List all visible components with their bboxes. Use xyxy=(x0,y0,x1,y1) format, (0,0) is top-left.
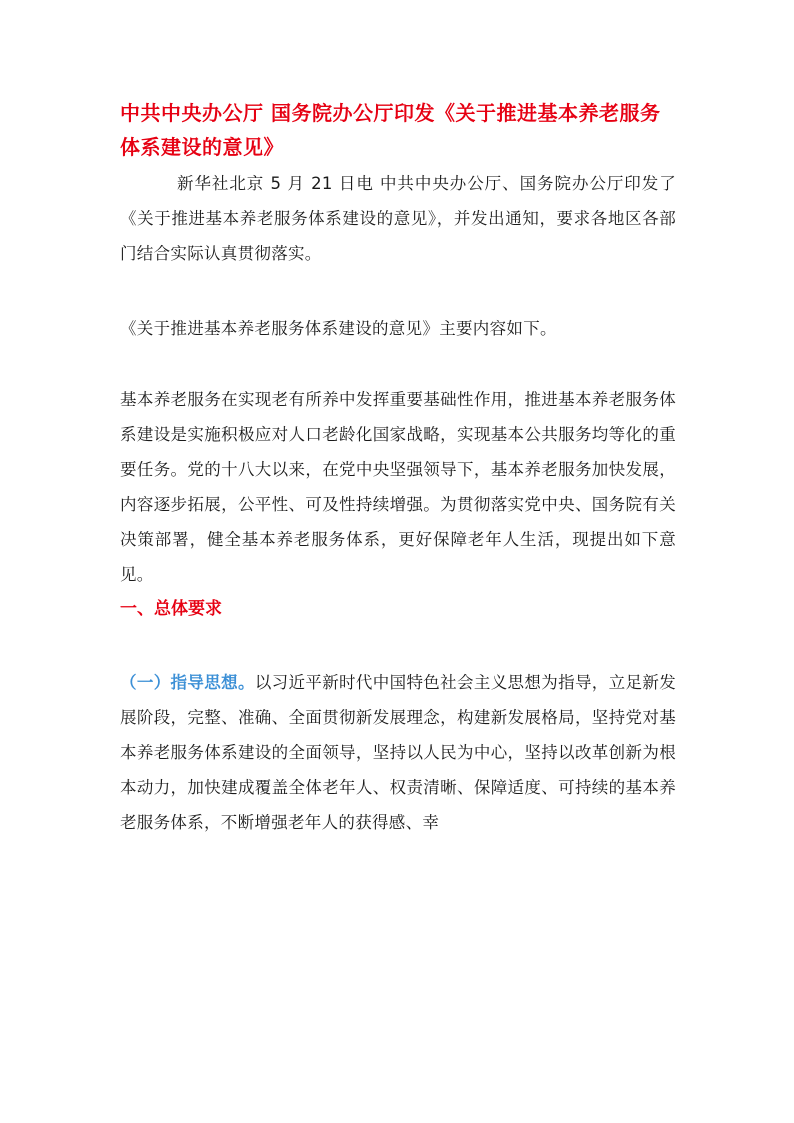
lead-paragraph: 新华社北京 5 月 21 日电 中共中央办公厅、国务院办公厅印发了《关于推进基本养老服务体系建设的意见》，并发出通知，要求各地区各部门结合实际认真贯彻落实。 xyxy=(120,174,676,263)
subsection-heading-guiding-thought: （一）指导思想。 xyxy=(120,673,255,692)
guiding-thought-text: 以习近平新时代中国特色社会主义思想为指导，立足新发展阶段，完整、准确、全面贯彻新发展理念，构建新发展格局，坚持党对基本养老服务体系建设的全面领导，坚持以人民为中心，坚持以改革创新为根本动力，加快建成覆盖全体老年人、权责清晰、保障适度、可持续的基本养老服务体系，不断增强老年人的获得感、幸 xyxy=(120,673,677,832)
document-body xyxy=(120,96,676,840)
intro-paragraph: 《关于推进基本养老服务体系建设的意见》主要内容如下。 xyxy=(120,319,557,338)
guiding-thought-paragraph xyxy=(120,665,676,840)
section-heading-general-requirements: 一、总体要求 xyxy=(120,599,222,619)
document-title: 中共中央办公厅 国务院办公厅印发《关于推进基本养老服务体系建设的意见》 xyxy=(120,101,661,159)
body-paragraph: 基本养老服务在实现老有所养中发挥重要基础性作用，推进基本养老服务体系建设是实施积极应对人口老龄化国家战略，实现基本公共服务均等化的重要任务。党的十八大以来，在党中央坚强领导下，基本养老服务加快发展，内容逐步拓展，公平性、可及性持续增强。为贯彻落实党中央、国务院有关决策部署，健全基本养老服务体系，更好保障老年人生活，现提出如下意见。 xyxy=(120,390,676,584)
